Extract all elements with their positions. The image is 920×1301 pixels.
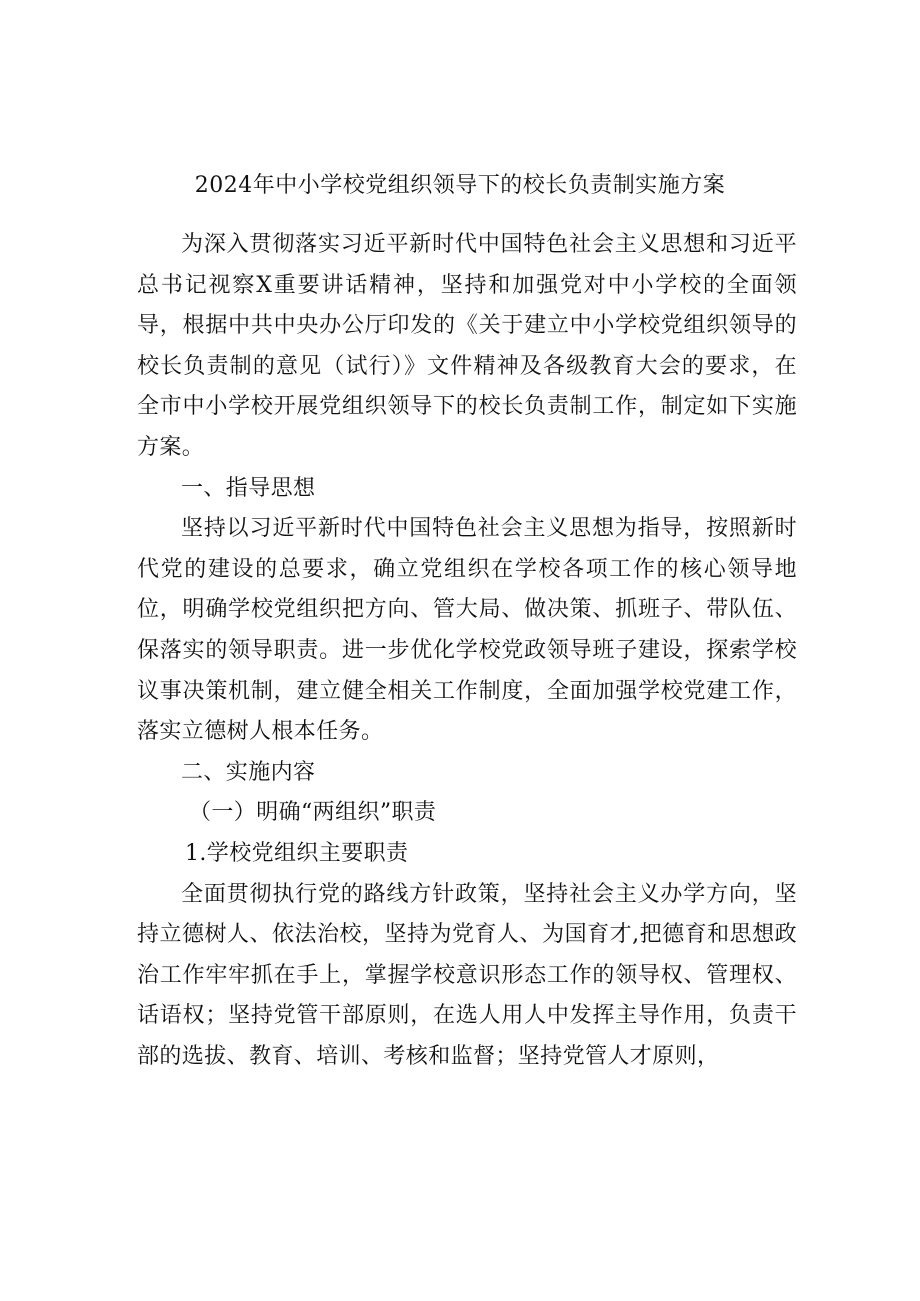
section-heading-guiding-ideology: 一、指导思想 — [181, 475, 316, 501]
intro-paragraph: 为深入贯彻落实习近平新时代中国特色社会主义思想和习近平总书记视察X重要讲话精神，坚持和加强党对中小学校的全面领导，根据中共中央办公厅印发的《关于建立中小学校党组织领导的校长负责制的意见（试行）》文件精神及各级教育大会的要求，在全市中小学校开展党组织领导下的校长负责制工作，制定如下实施方案。 — [137, 232, 797, 460]
subsection-heading-two-organizations: （一）明确“两组织”职责 — [189, 800, 437, 826]
document-title: 2024年中小学校党组织领导下的校长负责制实施方案 — [194, 173, 726, 198]
item-heading-party-duties: 1.学校党组织主要职责 — [185, 840, 409, 866]
document-body — [137, 225, 797, 1077]
guiding-ideology-paragraph: 坚持以习近平新时代中国特色社会主义思想为指导，按照新时代党的建设的总要求，确立党组织在学校各项工作的核心领导地位，明确学校党组织把方向、管大局、做决策、抓班子、带队伍、保落实的领导职责。进一步优化学校党政领导班子建设，探索学校议事决策机制，建立健全相关工作制度，全面加强学校党建工作，落实立德树人根本任务。 — [137, 516, 797, 745]
party-duties-paragraph: 全面贯彻执行党的路线方针政策，坚持社会主义办学方向，坚持立德树人、依法治校，坚持为党育人、为国育才,把德育和思想政治工作牢牢抓在手上，掌握学校意识形态工作的领导权、管理权、话语权；坚持党管干部原则，在选人用人中发挥主导作用，负责干部的选拔、教育、培训、考核和监督；坚持党管人才原则， — [137, 881, 797, 1069]
section-heading-implementation: 二、实施内容 — [181, 759, 316, 785]
